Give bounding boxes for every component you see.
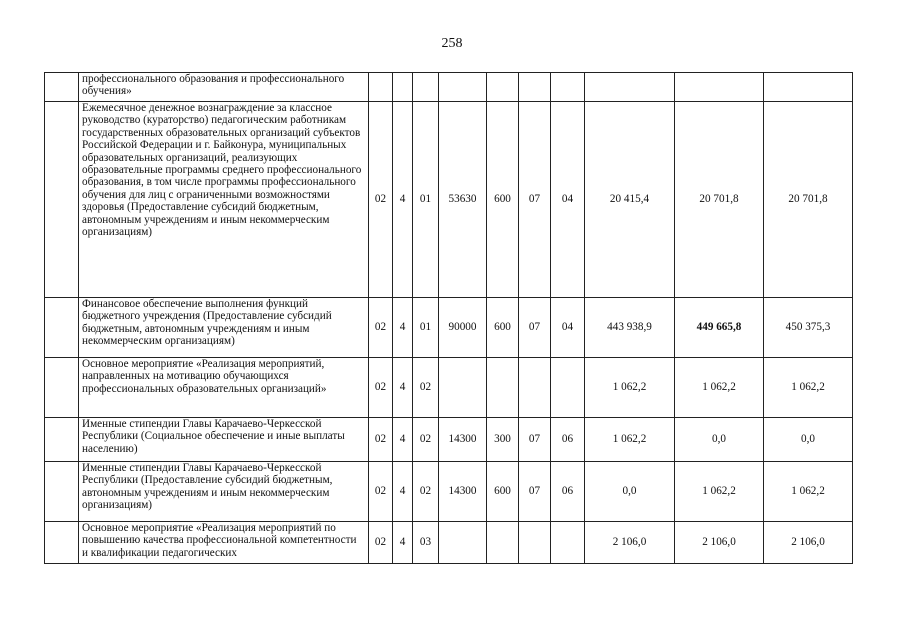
row-description: профессионального образования и профессионального обучения» [79,73,369,102]
subsection-code [551,73,585,102]
amount-year-1: 2 106,0 [585,522,675,564]
event-code: 02 [413,358,439,418]
row-description: Именные стипендии Главы Карачаево-Черкесской Республики (Социальное обеспечение и иные выплаты населению) [79,418,369,462]
row-description: Основное мероприятие «Реализация мероприятий по повышению качества профессиональной компетентности и квалификации педагогических [79,522,369,564]
section-code [519,522,551,564]
subsection-code [551,358,585,418]
row-spacer-cell [45,298,79,358]
amount-year-2: 0,0 [675,418,764,462]
program-code: 02 [369,298,393,358]
table-row [45,462,853,522]
subsection-code: 06 [551,462,585,522]
amount-year-3: 0,0 [764,418,853,462]
expense-type-code: 600 [487,462,519,522]
direction-code: 14300 [439,462,487,522]
table-row [45,102,853,298]
section-code [519,73,551,102]
event-code: 01 [413,102,439,298]
section-code: 07 [519,462,551,522]
subsection-code: 04 [551,298,585,358]
direction-code: 90000 [439,298,487,358]
subsection-code [551,522,585,564]
subsection-code: 04 [551,102,585,298]
amount-year-3: 2 106,0 [764,522,853,564]
amount-year-2: 1 062,2 [675,462,764,522]
amount-year-1 [585,73,675,102]
direction-code: 53630 [439,102,487,298]
row-spacer-cell [45,102,79,298]
row-description: Основное мероприятие «Реализация мероприятий, направленных на мотивацию обучающихся профессиональных образовательных организаций» [79,358,369,418]
program-code: 02 [369,462,393,522]
event-code: 03 [413,522,439,564]
program-code: 02 [369,102,393,298]
program-code: 02 [369,418,393,462]
row-description: Ежемесячное денежное вознаграждение за классное руководство (кураторство) педагогическим работникам государственных образовательных организаций субъектов Российской Федерации и г. Байконура, муниципальных образовательных организаций, реализующих образовательные программы среднего профессионального образования, в том числе программы профессионального обучения для лиц с ограниченными возможностями здоровья (Предоставление субсидий бюджетным, автономным учреждениям и иным некоммерческим организациям) [79,102,369,298]
direction-code [439,73,487,102]
subsection-code: 06 [551,418,585,462]
expense-type-code [487,73,519,102]
section-code: 07 [519,298,551,358]
amount-year-1: 1 062,2 [585,358,675,418]
amount-year-3 [764,73,853,102]
table-row [45,522,853,564]
event-code: 02 [413,462,439,522]
row-spacer-cell [45,522,79,564]
table-row [45,418,853,462]
expense-type-code: 600 [487,102,519,298]
section-code [519,358,551,418]
table-row [45,298,853,358]
event-code [413,73,439,102]
row-description: Именные стипендии Главы Карачаево-Черкесской Республики (Предоставление субсидий бюджетным, автономным учреждениям и иным некоммерческим организациям) [79,462,369,522]
program-code: 02 [369,522,393,564]
subprogram-code: 4 [393,462,413,522]
expense-type-code [487,358,519,418]
direction-code: 14300 [439,418,487,462]
budget-table [44,72,853,564]
budget-table-body [45,73,853,564]
amount-year-3: 20 701,8 [764,102,853,298]
amount-year-2: 2 106,0 [675,522,764,564]
expense-type-code [487,522,519,564]
program-code: 02 [369,358,393,418]
table-row [45,73,853,102]
subprogram-code [393,73,413,102]
subprogram-code: 4 [393,522,413,564]
amount-year-3: 450 375,3 [764,298,853,358]
amount-year-2: 20 701,8 [675,102,764,298]
row-spacer-cell [45,462,79,522]
expense-type-code: 600 [487,298,519,358]
page-number: 258 [441,36,463,51]
amount-year-2: 1 062,2 [675,358,764,418]
subprogram-code: 4 [393,102,413,298]
direction-code [439,358,487,418]
row-spacer-cell [45,358,79,418]
row-spacer-cell [45,418,79,462]
expense-type-code: 300 [487,418,519,462]
program-code [369,73,393,102]
subprogram-code: 4 [393,298,413,358]
amount-year-1: 20 415,4 [585,102,675,298]
amount-year-2: 449 665,8 [675,298,764,358]
amount-year-3: 1 062,2 [764,358,853,418]
section-code: 07 [519,102,551,298]
amount-year-1: 0,0 [585,462,675,522]
amount-year-3: 1 062,2 [764,462,853,522]
section-code: 07 [519,418,551,462]
row-spacer-cell [45,73,79,102]
subprogram-code: 4 [393,358,413,418]
event-code: 02 [413,418,439,462]
row-description: Финансовое обеспечение выполнения функций бюджетного учреждения (Предоставление субсидий бюджетным, автономным учреждениям и иным некоммерческим организациям) [79,298,369,358]
amount-year-1: 443 938,9 [585,298,675,358]
event-code: 01 [413,298,439,358]
amount-year-2 [675,73,764,102]
table-row [45,358,853,418]
direction-code [439,522,487,564]
amount-year-1: 1 062,2 [585,418,675,462]
subprogram-code: 4 [393,418,413,462]
